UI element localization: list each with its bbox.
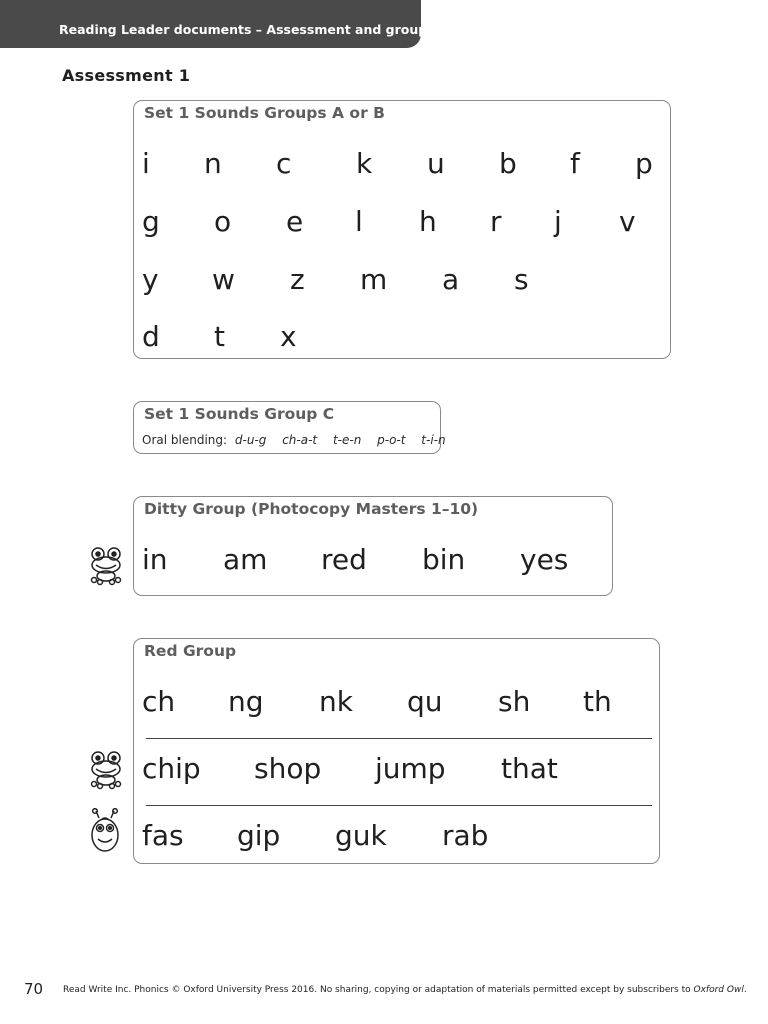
copyright-end: . <box>743 985 747 995</box>
sound-letter: h <box>419 205 437 238</box>
red-nonsense-word: gip <box>237 819 281 852</box>
ditty-word: bin <box>422 543 466 576</box>
oral-blending-word: d-u-g <box>234 433 267 447</box>
red-group-title: Red Group <box>144 642 237 660</box>
frog-icon <box>88 750 124 790</box>
oral-blending-word: t-i-n <box>421 433 446 447</box>
divider-line <box>146 805 652 806</box>
red-nonsense-word: fas <box>142 819 184 852</box>
sound-letter: t <box>214 320 225 353</box>
red-sound: th <box>583 685 612 718</box>
frog-icon <box>88 546 124 586</box>
set1-ab-title: Set 1 Sounds Groups A or B <box>144 104 385 122</box>
page-title: Assessment 1 <box>62 66 191 85</box>
alien-icon <box>89 808 121 854</box>
red-sound: sh <box>498 685 531 718</box>
oral-blending-word: ch-a-t <box>282 433 318 447</box>
ditty-group-box <box>133 496 613 596</box>
sound-letter: f <box>570 147 580 180</box>
red-real-word: shop <box>254 752 322 785</box>
sound-letter: a <box>442 263 460 296</box>
sound-letter: i <box>142 147 150 180</box>
red-sound: ch <box>142 685 176 718</box>
red-nonsense-word: rab <box>442 819 489 852</box>
set1-c-box <box>133 401 446 454</box>
sound-letter: y <box>142 263 159 296</box>
sound-letter: u <box>427 147 445 180</box>
divider-line <box>146 738 652 739</box>
header-banner <box>0 0 450 48</box>
copyright-text: Read Write Inc. Phonics © Oxford University Press 2016. No sharing, copying or adaptation of materials permitted except by subscribers to <box>63 985 694 995</box>
red-nonsense-word: guk <box>335 819 387 852</box>
set1-c-title: Set 1 Sounds Group C <box>144 405 335 423</box>
sound-letter: n <box>204 147 222 180</box>
red-real-word: chip <box>142 752 201 785</box>
red-group-box <box>133 638 660 864</box>
sound-letter: k <box>356 147 373 180</box>
oral-blending-word: p-o-t <box>377 433 406 447</box>
sound-letter: d <box>142 320 160 353</box>
sound-letter: e <box>286 205 304 238</box>
red-sound: nk <box>319 685 353 718</box>
oral-blending-line <box>142 433 454 447</box>
sound-letter: s <box>514 263 529 296</box>
sound-letter: g <box>142 205 160 238</box>
sound-letter: m <box>360 263 388 296</box>
sound-letter: x <box>280 320 297 353</box>
ditty-word: yes <box>520 543 569 576</box>
sound-letter: c <box>276 147 292 180</box>
red-sound: ng <box>228 685 264 718</box>
red-real-word: jump <box>375 752 446 785</box>
red-sound: qu <box>407 685 443 718</box>
sound-letter: l <box>355 205 363 238</box>
sound-letter: r <box>490 205 502 238</box>
sound-letter: p <box>635 147 653 180</box>
red-real-word: that <box>501 752 558 785</box>
sound-letter: v <box>619 205 636 238</box>
copyright-brand: Oxford Owl <box>693 985 744 995</box>
ditty-word: in <box>142 543 168 576</box>
ditty-word: red <box>321 543 367 576</box>
oral-blending-label: Oral blending: <box>142 433 228 447</box>
oral-blending-word: t-e-n <box>332 433 362 447</box>
ditty-word: am <box>223 543 268 576</box>
header-text: Reading Leader documents – Assessment and grouping <box>59 22 450 37</box>
set1-ab-box <box>133 100 671 359</box>
page-number: 70 <box>24 980 44 998</box>
sound-letter: j <box>554 205 562 238</box>
sound-letter: w <box>212 263 235 296</box>
ditty-group-title: Ditty Group (Photocopy Masters 1–10) <box>144 500 479 518</box>
sound-letter: o <box>214 205 232 238</box>
sound-letter: z <box>290 263 305 296</box>
sound-letter: b <box>499 147 517 180</box>
copyright-footer <box>63 985 747 995</box>
